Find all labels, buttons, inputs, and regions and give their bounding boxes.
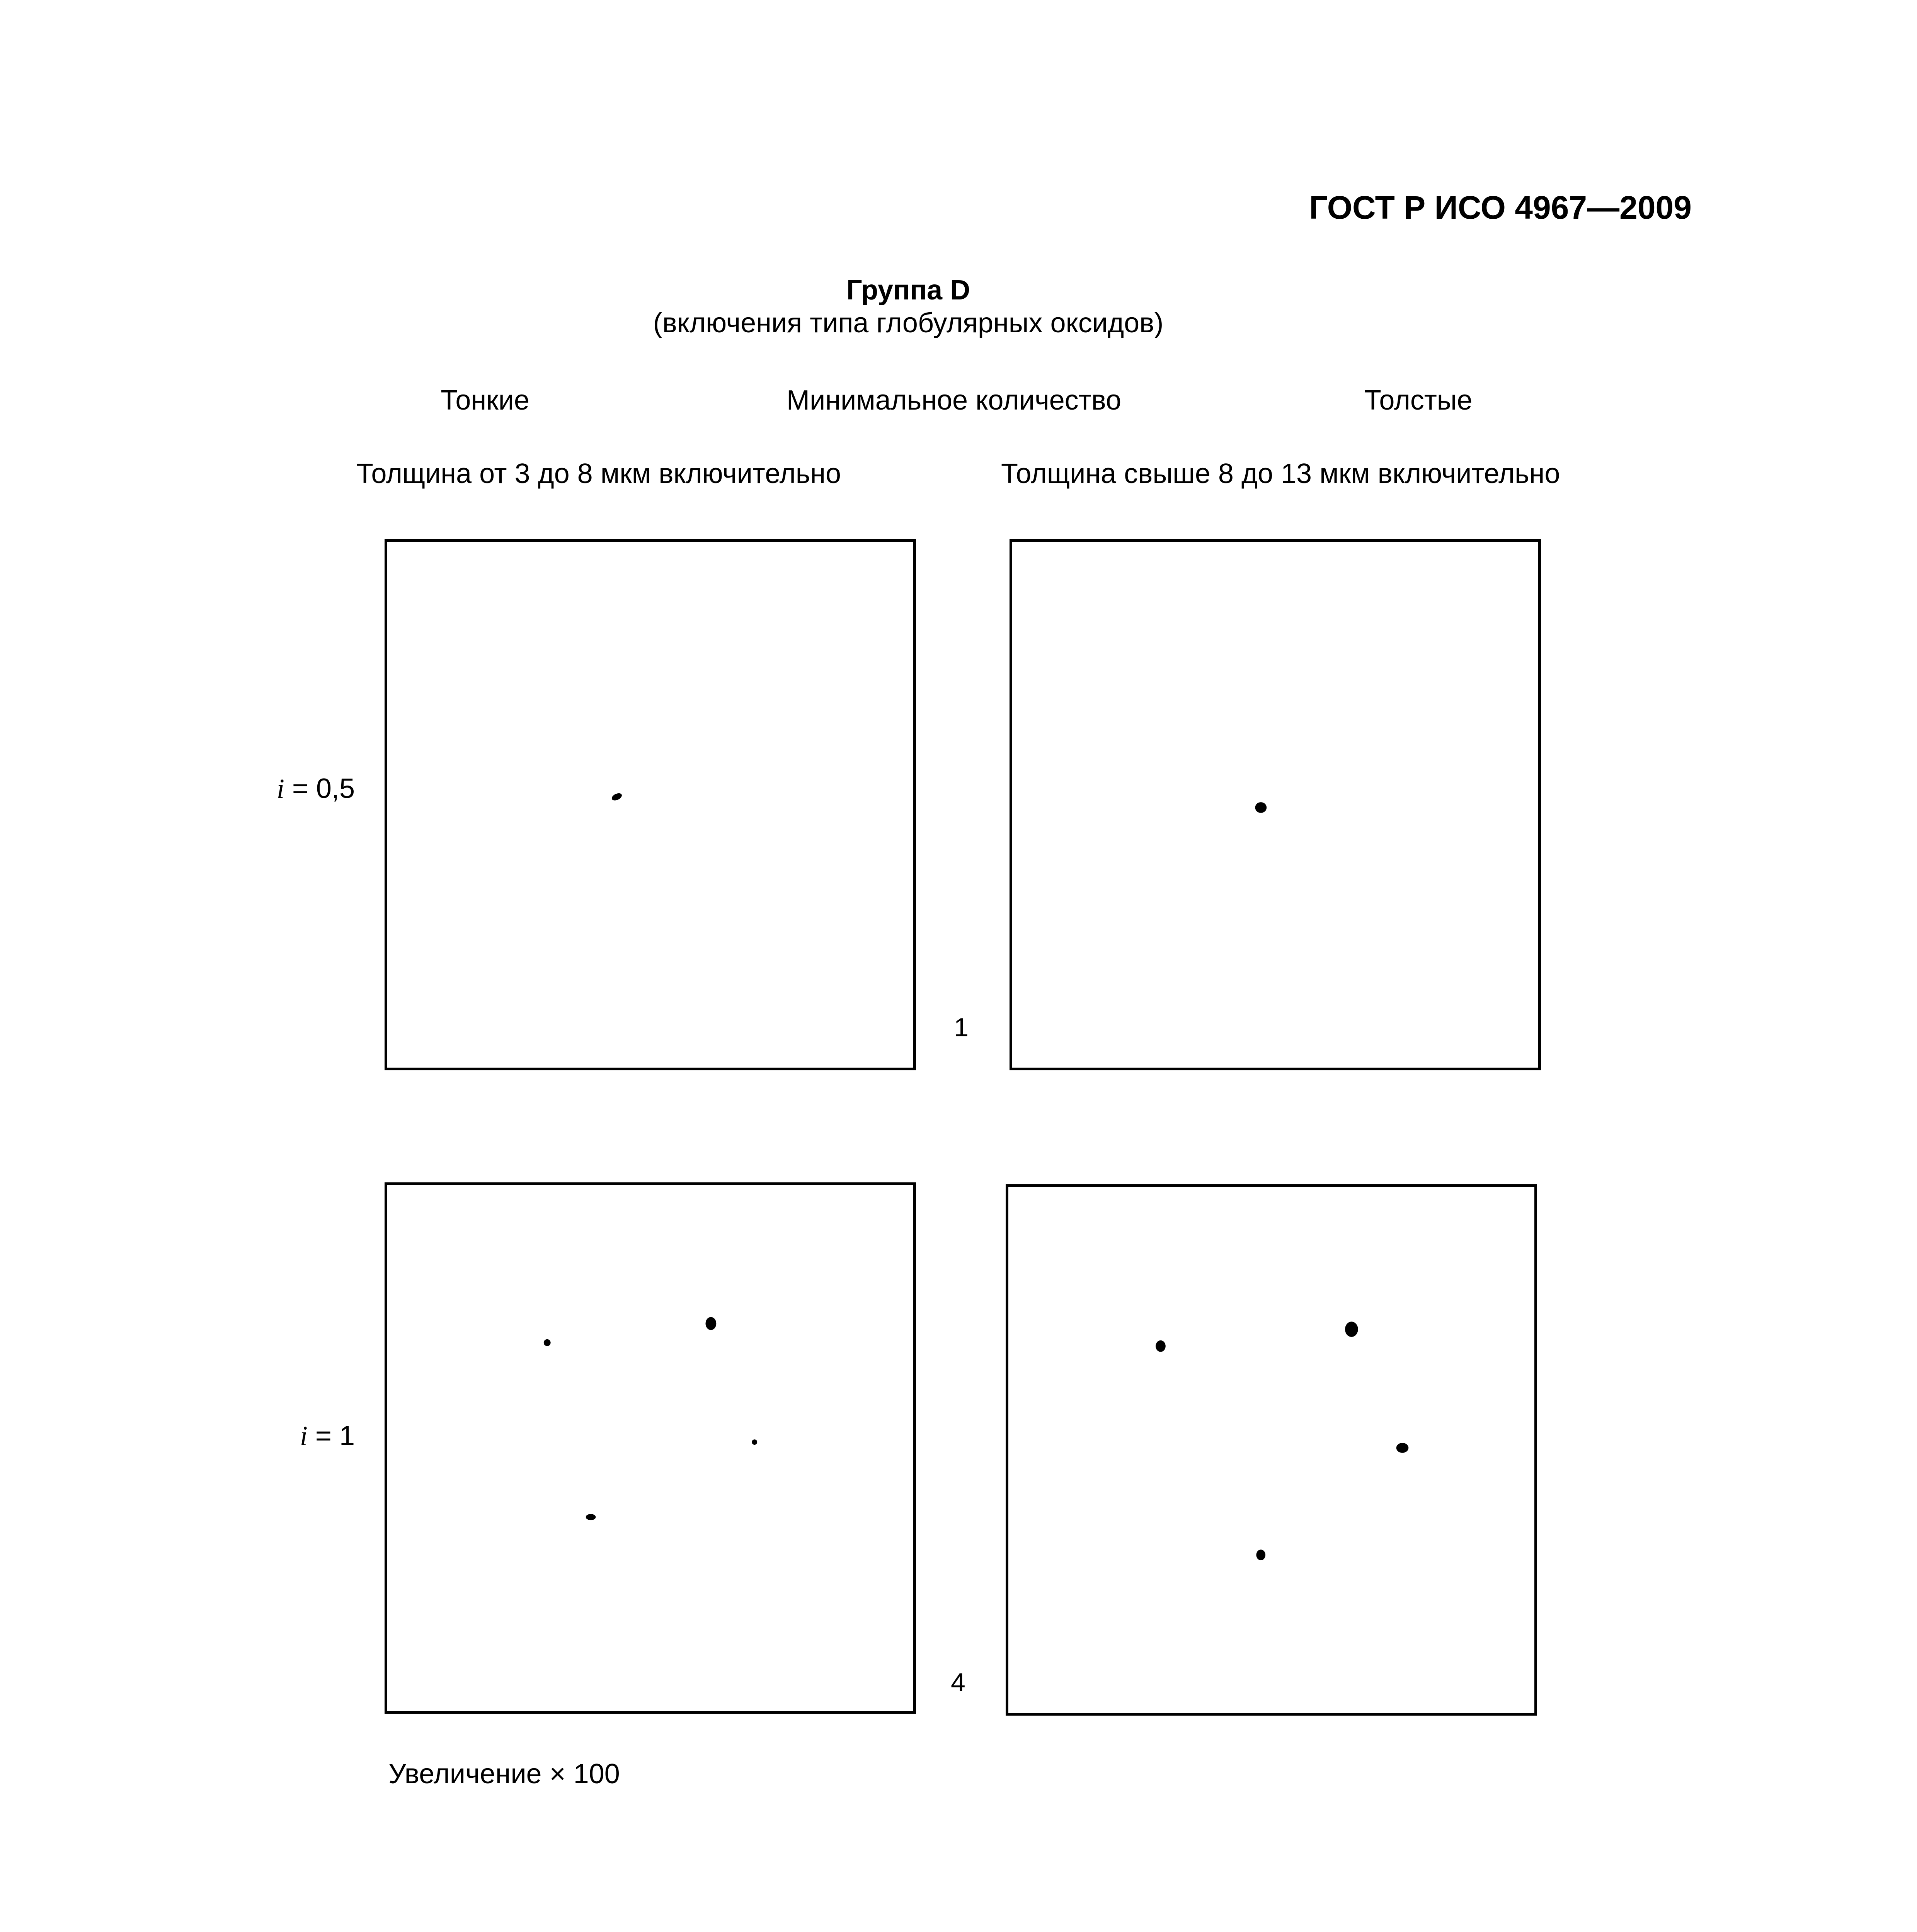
inclusion-dot xyxy=(611,792,623,802)
specimen-thick-row1 xyxy=(1010,539,1541,1070)
inclusions-thick-row2 xyxy=(1008,1187,1534,1713)
document-code: ГОСТ Р ИСО 4967—2009 xyxy=(1309,189,1692,226)
group-subtitle: (включения типа глобулярных оксидов) xyxy=(653,308,1164,338)
magnification-label: Увеличение × 100 xyxy=(388,1759,620,1789)
inclusions-thin-row1 xyxy=(387,542,913,1068)
inclusion-dot xyxy=(1256,1549,1265,1560)
row-label-value: = 0,5 xyxy=(284,773,355,804)
variable-i: i xyxy=(276,773,284,804)
row-label-i-1 xyxy=(239,1422,355,1450)
row-label-value: = 1 xyxy=(307,1420,355,1451)
row-label-i-0-5 xyxy=(239,775,355,803)
thin-thickness-label: Толщина от 3 до 8 мкм включительно xyxy=(356,458,841,489)
inclusion-dot xyxy=(1255,802,1267,813)
specimen-thick-row2 xyxy=(1006,1184,1537,1716)
row-number-4: 4 xyxy=(951,1668,965,1697)
inclusion-dot xyxy=(1156,1340,1166,1352)
inclusion-dot xyxy=(544,1339,551,1346)
column-minimum-label: Минимальное количество xyxy=(787,385,1122,416)
inclusions-thick-row1 xyxy=(1012,542,1538,1068)
inclusion-dot xyxy=(1345,1321,1358,1337)
specimen-thin-row2 xyxy=(385,1182,916,1714)
group-title: Группа D xyxy=(846,275,970,306)
specimen-thin-row1 xyxy=(385,539,916,1070)
row-number-1: 1 xyxy=(954,1013,969,1042)
inclusion-dot xyxy=(706,1317,717,1330)
variable-i: i xyxy=(300,1420,308,1451)
thick-thickness-label: Толщина свыше 8 до 13 мкм включительно xyxy=(1001,458,1560,489)
inclusion-dot xyxy=(1396,1443,1409,1453)
column-thick-label: Толстые xyxy=(1364,385,1473,416)
column-thin-label: Тонкие xyxy=(441,385,529,416)
inclusion-dot xyxy=(752,1439,757,1445)
inclusion-dot xyxy=(586,1514,596,1520)
inclusions-thin-row2 xyxy=(387,1185,913,1711)
